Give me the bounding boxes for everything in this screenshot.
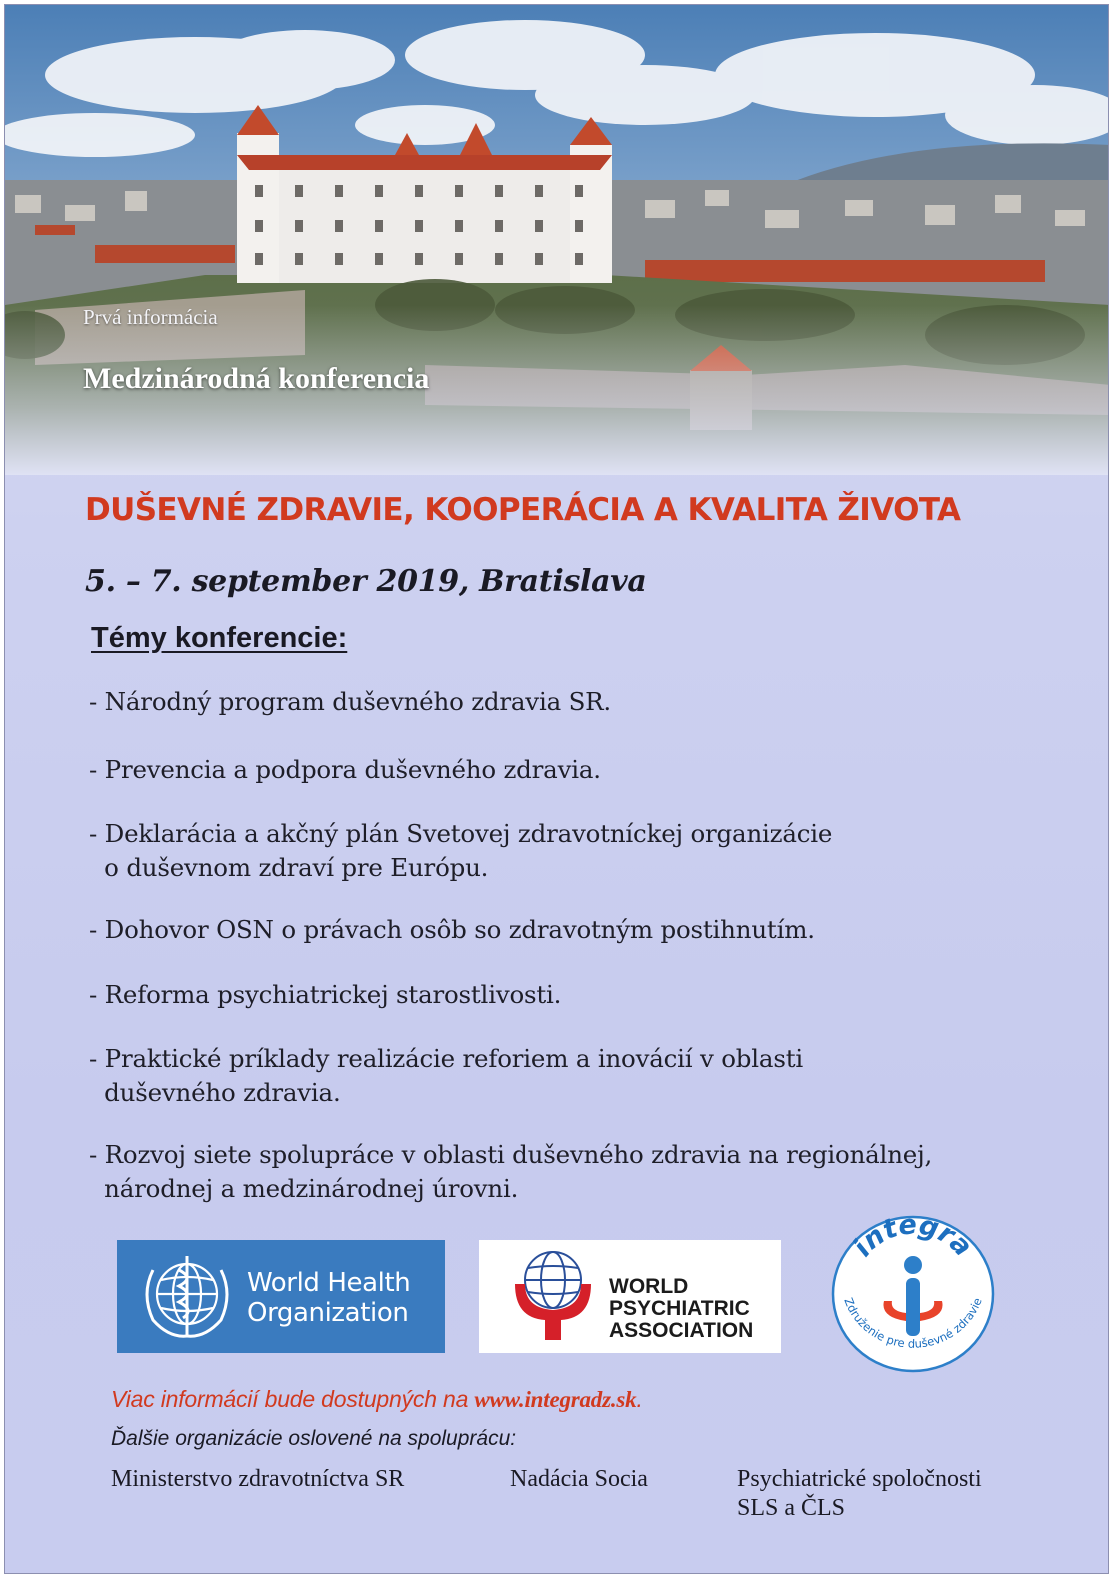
date-location: 5. – 7. september 2019, Bratislava — [85, 564, 647, 599]
more-info — [111, 1386, 643, 1413]
more-info-tail: . — [636, 1386, 643, 1412]
integra-tagline: Združenie pre duševné zdravie — [841, 1295, 985, 1351]
org-nadacia: Nadácia Socia — [510, 1466, 648, 1492]
who-logo — [117, 1240, 445, 1353]
who-line1: World Health — [247, 1268, 411, 1298]
who-emblem-icon — [125, 1240, 245, 1353]
topic-item: - Prevencia a podpora duševného zdravia. — [89, 755, 601, 784]
castle-illustration — [5, 5, 1109, 475]
topic-item: - Národný program duševného zdravia SR. — [89, 687, 612, 716]
topic-item: - Dohovor OSN o právach osôb so zdravotným postihnutím. — [89, 915, 815, 944]
wpa-globe-icon — [493, 1240, 613, 1353]
integra-name: integra — [847, 1211, 979, 1263]
topic-item: - Praktické príklady realizácie reforiem a inovácií v oblasti duševného zdravia. — [89, 1044, 803, 1107]
wpa-line3: ASSOCIATION — [609, 1319, 754, 1342]
topic-item: - Deklarácia a akčný plán Svetovej zdravotníckej organizácie o duševnom zdraví pre Európu. — [89, 819, 833, 882]
conference-type: Medzinárodná konferencia — [83, 362, 430, 395]
who-wordmark — [247, 1268, 410, 1328]
topic-item: - Rozvoj siete spolupráce v oblasti duševného zdravia na regionálnej, národnej a medzinárodnej úrovni. — [89, 1140, 933, 1203]
integra-dot-icon — [904, 1256, 922, 1274]
wpa-line1: WORLD — [609, 1275, 689, 1298]
integra-stem-icon — [906, 1278, 920, 1336]
integra-logo — [828, 1211, 998, 1376]
topics-heading: Témy konferencie: — [91, 622, 348, 654]
conference-flyer — [4, 4, 1109, 1574]
wpa-wordmark — [609, 1276, 753, 1342]
more-info-text: Viac informácií bude dostupných na — [111, 1386, 475, 1412]
hero-castle-photo — [5, 5, 1109, 475]
wpa-line2: PSYCHIATRIC — [609, 1297, 750, 1320]
topic-item: - Reforma psychiatrickej starostlivosti. — [89, 980, 562, 1009]
wpa-logo — [479, 1240, 781, 1353]
who-line2: Organization — [247, 1298, 409, 1328]
org-ministry: Ministerstvo zdravotníctva SR — [111, 1466, 405, 1492]
other-orgs-heading: Ďalšie organizácie oslovené na spoluprácu: — [111, 1427, 517, 1450]
website-link[interactable]: www.integradz.sk — [474, 1387, 637, 1412]
org-psychiatric-societies: Psychiatrické spoločnosti SLS a ČLS — [737, 1466, 982, 1521]
pre-title: Prvá informácia — [83, 305, 218, 329]
conference-title: DUŠEVNÉ ZDRAVIE, KOOPERÁCIA A KVALITA ŽIVOTA — [85, 492, 961, 528]
